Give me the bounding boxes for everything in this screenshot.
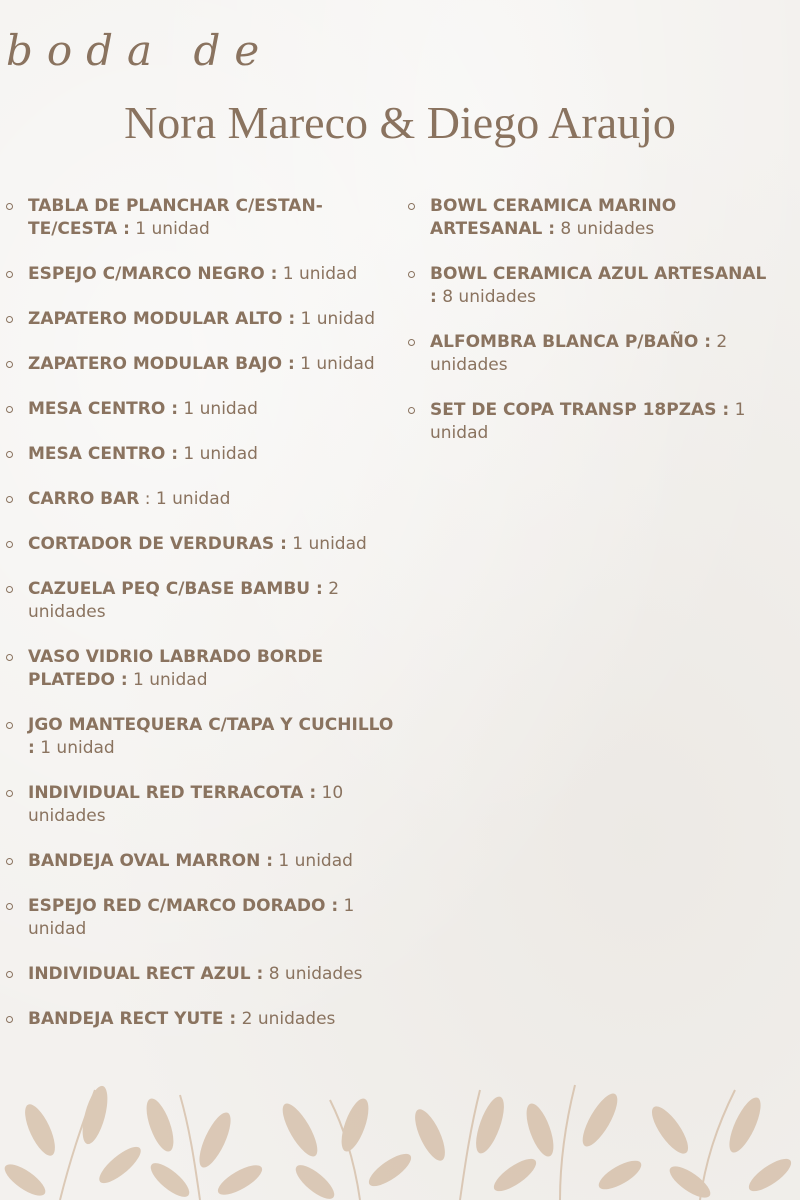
gift-item-quantity: 1 unidad — [295, 309, 376, 329]
gift-item-name: INDIVIDUAL RED TERRACOTA : — [28, 783, 317, 803]
gift-item-name: MESA CENTRO : — [28, 444, 179, 464]
gift-item-name: BANDEJA OVAL MARRON : — [28, 851, 274, 871]
bullet-icon — [6, 586, 13, 593]
gift-item-name: INDIVIDUAL RECT AZUL : — [28, 964, 264, 984]
gift-item — [408, 195, 778, 241]
gift-item-quantity: 1 unidad — [430, 400, 746, 443]
gift-item — [408, 263, 778, 309]
gift-item — [6, 353, 406, 376]
bullet-icon — [6, 790, 13, 797]
gift-item — [6, 398, 406, 421]
gift-item-name: MESA CENTRO : — [28, 399, 179, 419]
script-title: boda de — [6, 26, 274, 75]
gift-item-name: CAZUELA PEQ C/BASE BAMBU : — [28, 579, 323, 599]
bullet-icon — [6, 271, 13, 278]
gift-item-quantity: 8 unidades — [436, 287, 537, 307]
gift-item — [6, 850, 406, 873]
gift-item — [408, 331, 778, 377]
gift-item — [6, 1008, 406, 1031]
gift-item-name: CORTADOR DE VERDURAS : — [28, 534, 287, 554]
gift-item-name: BOWL CERAMICA AZUL ARTESANAL : — [430, 264, 767, 307]
gift-item-name: ESPEJO C/MARCO NEGRO : — [28, 264, 278, 284]
gift-item-quantity: 1 unidad — [294, 354, 375, 374]
bullet-icon — [6, 971, 13, 978]
bullet-icon — [408, 339, 415, 346]
gift-item-name: ZAPATERO MODULAR ALTO : — [28, 309, 296, 329]
gift-item-quantity: 1 unidad — [178, 399, 258, 419]
bullet-icon — [6, 1016, 13, 1023]
gift-item — [6, 533, 406, 556]
bullet-icon — [6, 903, 13, 910]
gift-item-quantity: 1 unidad — [273, 851, 353, 871]
gift-item-name: ESPEJO RED C/MARCO DORADO : — [28, 896, 339, 916]
gift-item-name: BANDEJA RECT YUTE : — [28, 1009, 237, 1029]
gift-item — [6, 895, 406, 941]
gift-item — [408, 399, 778, 445]
gift-item-name: SET DE COPA TRANSP 18PZAS : — [430, 400, 730, 420]
bullet-icon — [6, 361, 13, 368]
gift-item — [6, 443, 406, 466]
gift-list-right — [408, 195, 778, 467]
bullet-icon — [408, 203, 415, 210]
bullet-icon — [6, 406, 13, 413]
gift-item-name: ALFOMBRA BLANCA P/BAÑO : — [430, 332, 711, 352]
couple-names-text: Nora Mareco & Diego Araujo — [124, 97, 676, 148]
header — [0, 0, 800, 170]
gift-item-name: CARRO BAR — [28, 489, 140, 509]
leaves-decoration — [0, 1070, 800, 1200]
gift-item-quantity: 1 unidad — [129, 219, 210, 239]
bullet-icon — [6, 316, 13, 323]
gift-item — [6, 263, 406, 286]
bullet-icon — [6, 541, 13, 548]
gift-item-quantity: 8 unidades — [263, 964, 363, 984]
bullet-icon — [6, 496, 13, 503]
gift-item-name: BOWL CERAMICA MARINO ARTESANAL : — [430, 196, 677, 239]
gift-item-name: ZAPATERO MODULAR BAJO : — [28, 354, 295, 374]
gift-item-quantity: 1 unidad — [34, 738, 115, 758]
gift-item — [6, 963, 406, 986]
bullet-icon — [408, 271, 415, 278]
gift-item-quantity: 1 unidad — [127, 670, 208, 690]
gift-item-quantity: 10 unidades — [28, 783, 344, 826]
gift-item-quantity: 1 unidad — [28, 896, 355, 939]
gift-item-quantity: 1 unidad — [277, 264, 358, 284]
gift-item-quantity: : 1 unidad — [139, 489, 231, 509]
bullet-icon — [408, 407, 415, 414]
gift-item-quantity: 2 unidades — [430, 332, 728, 375]
gift-item-quantity: 2 unidades — [236, 1009, 336, 1029]
gift-item-name: VASO VIDRIO LABRADO BORDE PLATEDO : — [28, 647, 324, 690]
gift-item-quantity: 2 unidades — [28, 579, 340, 622]
bullet-icon — [6, 722, 13, 729]
bullet-icon — [6, 451, 13, 458]
gift-item — [6, 578, 406, 624]
gift-item-quantity: 8 unidades — [555, 219, 655, 239]
gift-item — [6, 714, 406, 760]
gift-item-quantity: 1 unidad — [178, 444, 258, 464]
gift-item-name: TABLA DE PLANCHAR C/ESTAN-TE/CESTA : — [28, 196, 323, 239]
gift-list-left — [6, 195, 406, 1053]
gift-item-quantity: 1 unidad — [286, 534, 367, 554]
gift-item — [6, 195, 406, 241]
gift-item-name: JGO MANTEQUERA C/TAPA Y CUCHILLO : — [28, 715, 394, 758]
gift-item — [6, 646, 406, 692]
gift-item — [6, 308, 406, 331]
leaf-branch-icon — [0, 1083, 795, 1200]
gift-item — [6, 782, 406, 828]
bullet-icon — [6, 654, 13, 661]
bullet-icon — [6, 203, 13, 210]
bullet-icon — [6, 858, 13, 865]
couple-names — [0, 98, 800, 149]
gift-item — [6, 488, 406, 511]
